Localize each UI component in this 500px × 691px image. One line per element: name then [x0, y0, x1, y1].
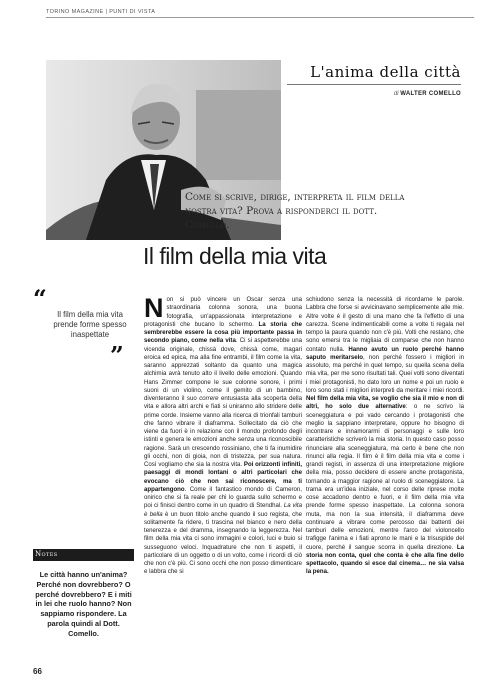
body-text-segment: schiudono senza la necessità di ricordarne le parole. Labbra che forse si avvicinavano semplicemente alle mie. Altre volte è il gesto di una mano che fa l'effetto di una carezza. Scene indimenticabili come a volte ti regala nel tempo la paura quando non c'è più. Volti che restano, che sono emersi tra le migliaia di comparse che non hanno contato nulla. [306, 296, 464, 353]
body-text-segment: Nel film della mia vita, se voglio che sia il mio e non di altri, ho solo due alternative [306, 395, 464, 411]
intro-text: Come si scrive, dirige, interpreta il film della nostra vita? Prova a risponderci il dott. Comello. [185, 191, 405, 231]
header-rule [46, 17, 474, 18]
body-text-segment: La storia non conta, quel che conta è che alla fine dello spettacolo, quando si esce dal cinema… ne sia valsa la pena. [306, 543, 464, 576]
body-text-segment: : o ne scrivo la sceneggiatura e poi vado cercando i protagonisti che meglio la sappiano interpretare, oppure ho bisogno di incontrare e innamorarmi di personaggi e sulle loro caratteristiche scriverò la mia storia. In questo caso posso rinunciare alla sceneggiatura, ma certo è bene che non rinunci alla regia. Il film è il film della mia vita e come i grandi registi, in assenza di una interpretazione migliore della mia, posso decidere di essere anche protagonista, tornando a maggior ragione al ruolo di sceneggiatore. La trama era un'idea iniziale, nel corso delle riprese molte cose accadono dentro e fuori, e il film della mia vita prende forme spesso inaspettate. La colonna sonora muta, ma non la sua intensità, il diaframma deve continuare a vibrare come percosso dai battenti dei tamburi delle emozioni, mentre l'arco del violoncello trafigge l'anima e i fiati aprono le mani e la trisuspide del cuore, perché il sangue scorra in quella direzione. [306, 403, 464, 551]
body-text-segment: . Ci si aspetterebbe una vicenda originale, chissà dove, chissà come, magari eroica ed epica, ma alla fine entrambi, il film come la vita, saranno apprezzati soltanto da quanto una magica alchimia avrà tenuto alto il livello delle emozioni. Quando Hans Zimmer compone le sue colonne sonore, i primi suoni di un violino, come il gemito di un bambino, diventeranno il suo [144, 337, 302, 402]
dropcap: N [144, 293, 164, 323]
section-title-rule [287, 84, 461, 85]
article-title: Il film della mia vita [143, 243, 327, 269]
body-text-segment: correre [199, 395, 219, 402]
article-column-1 [144, 293, 303, 577]
body-text-segment: è un buon titolo anche quando il suo regista, che solitamente fa ridere, ti trascina nel bianco e nero della tenerezza e del dramma, insegnando la leggerezza. Nel film della mia vita ci sono immagini e colori, luci e buio si susseguono veloci. Inquadrature che non ti aspetti, il particolare di un oggetto o di un volto, come i ricordi di ciò che non c'è più. Ci sono occhi che non posso dimenticare e labbra che si [144, 510, 302, 576]
quote-open-mark: “ [33, 284, 47, 313]
article-column-2 [306, 296, 464, 577]
running-head: TORINO MAGAZINE | PUNTI DI VISTA [46, 9, 156, 15]
quote-close-mark: ” [110, 341, 124, 370]
notes-label: Notes [35, 550, 58, 558]
body-text-segment: La storia che sembrerebbe essere la cosa più importante passa in secondo piano, come nella vita [144, 320, 303, 345]
byline-prefix: di [393, 91, 399, 97]
body-text-segment: entusiasta alla scoperta della vita e allora altri archi e fiati si uniranno allo stridere delle prime corde. Insieme vanno alla ricerca di trionfali tamburi che fanno vibrare il diaframma. Sollecitato da ciò che viene da fuori è in relazione con il mondo profondo degli istinti e genera le emozioni anche senza una riconoscibile ragione. Sarà un crescendo rossiniano, che ti fa inumidire gli occhi, non di gioia, non di tristezza, per sua natura. Così vogliamo che sia la nostra vita. [144, 395, 302, 468]
body-text-segment: Hanno avuto un ruolo perché hanno saputo meritarselo [306, 345, 464, 361]
body-text-segment: , non perché fossero i migliori in assoluto, ma perché in quel tempo, su quella scena della mia vita, per me sono risultati tali. Quei volti sono diventati i miei protagonisti, ho dato loro un nome e poi un ruolo e loro sono stati i migliori interpreti da meritare i miei ricordi. [306, 353, 464, 394]
pullquote: Il film della mia vita prende forme spesso inaspettate [53, 310, 127, 339]
page-number: 66 [33, 667, 42, 676]
body-text-segment: on si può vincere un Oscar senza una straordinaria colonna sonora, una buona fotografia, un'appassionata interpretazione e protagonisti che bucano lo schermo. [144, 296, 302, 328]
body-text-segment: Poi orizzonti infiniti, paesaggi di mondi lontani o altri particolari che evocano ciò che non sai riconoscere, ma ti appartengono [144, 461, 302, 493]
byline [287, 91, 461, 97]
body-text-segment: La vita è bella [144, 502, 302, 518]
section-title: L'anima della città [310, 63, 461, 81]
byline-author: WALTER COMELLO [400, 91, 461, 97]
body-text-segment: . Come il fantastico mondo di Cameron, onirico che si fa reale per chi lo guarda sullo schermo e poi ci finisci dentro come in un quadro di Stendhal. [144, 485, 302, 510]
notes-text: Le città hanno un'anima? Perché non dovrebbero? O perché dovrebbero? E i miti in lei che ruolo hanno? Non sappiamo rispondere. La parola quindi al Dott. Comello. [35, 570, 132, 638]
